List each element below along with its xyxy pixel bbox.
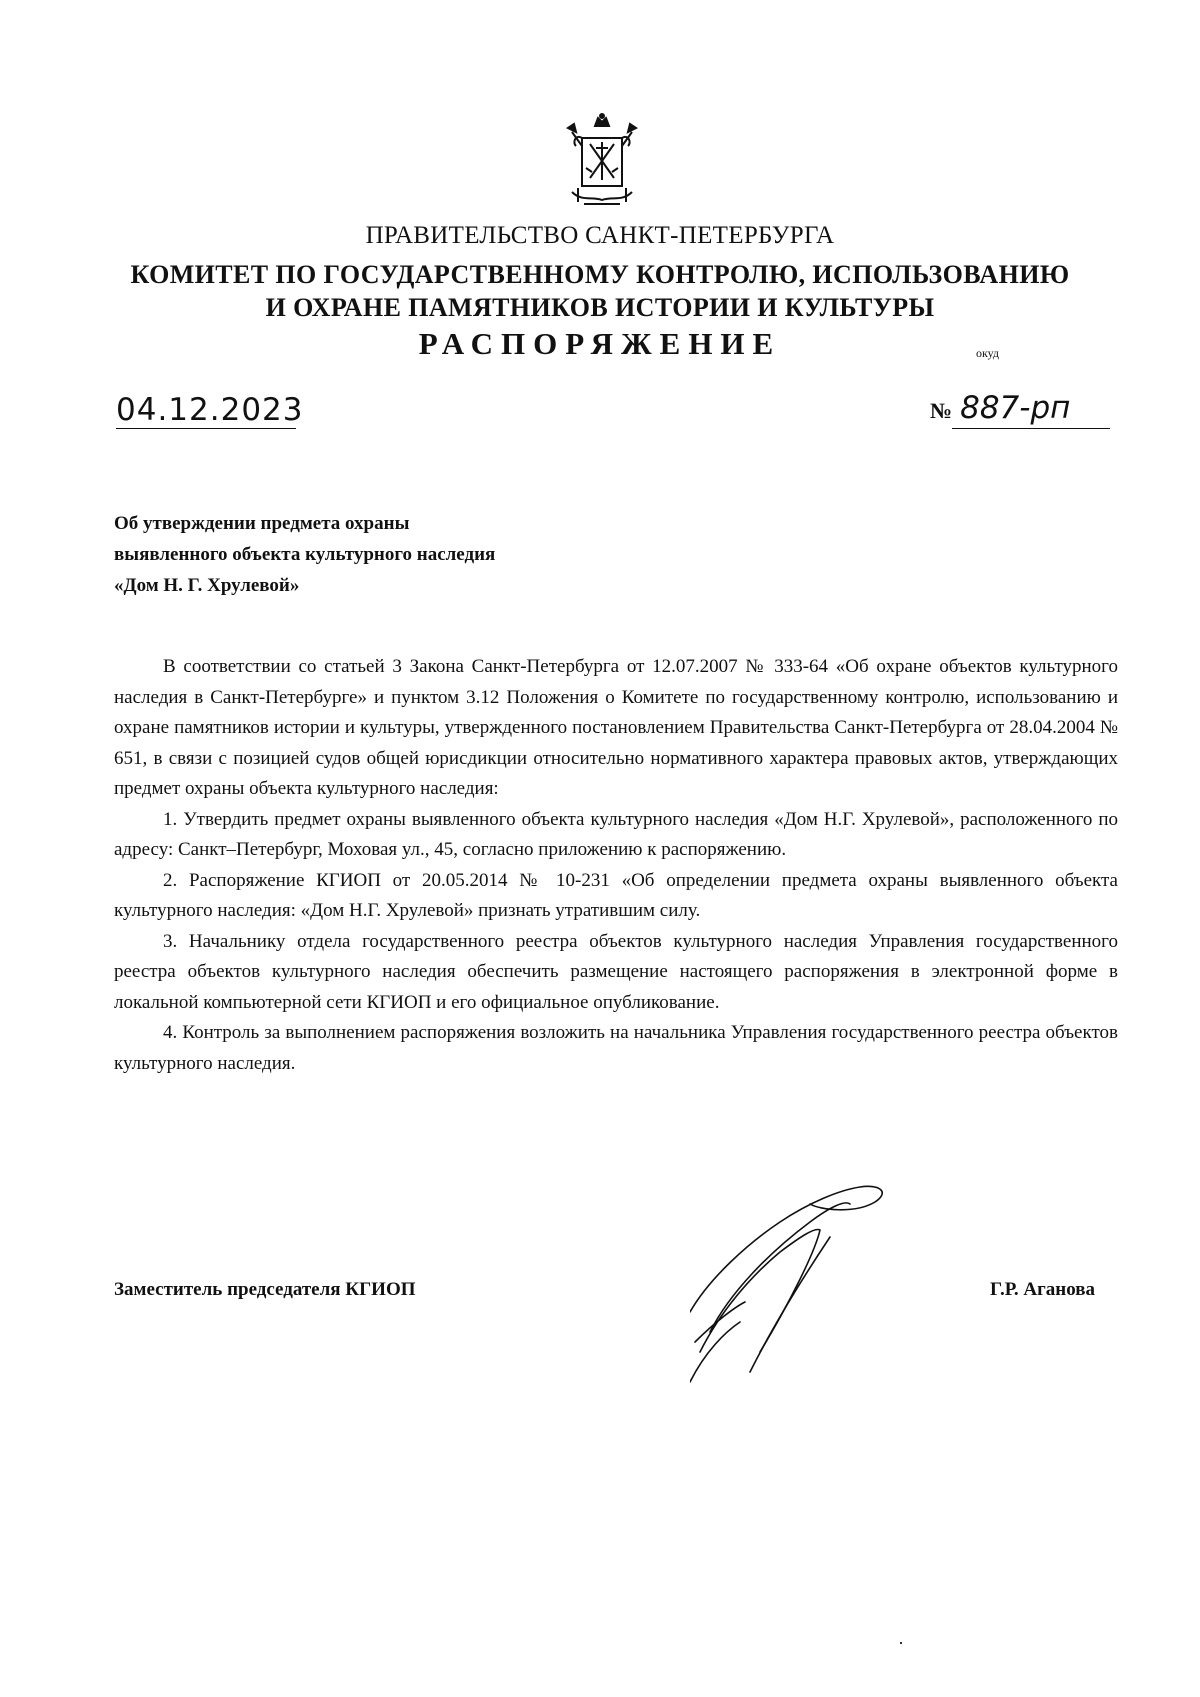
subject-line-1: Об утверждении предмета охраны [114, 513, 410, 534]
document-date: 04.12.2023 [116, 392, 304, 428]
preamble-paragraph: В соответствии со статьей 3 Закона Санкт-Петербурга от 12.07.2007 № 333-64 «Об охране объектов культурного наследия в Санкт-Петербурге» и пунктом 3.12 Положения о Комитете по государственному контролю, использованию и охране памятников истории и культуры, утвержденного постановлением Правительства Санкт-Петербурга от 28.04.2004 № 651, в связи с позицией судов общей юрисдикции относительно нормативного характера правовых актов, утверждающих предмет охраны объекта культурного наследия: [114, 656, 1118, 799]
government-name: ПРАВИТЕЛЬСТВО САНКТ-ПЕТЕРБУРГА [365, 222, 835, 249]
okud-label: окуд [976, 346, 1000, 360]
subject-line-3: «Дом Н. Г. Хрулевой» [114, 575, 300, 596]
item-1: 1. Утвердить предмет охраны выявленного объекта культурного наследия «Дом Н.Г. Хрулевой», расположенного по адресу: Санкт–Петербург, Моховая ул., 45, согласно приложению к распоряжению. [114, 808, 1118, 860]
coat-of-arms-icon [562, 112, 642, 212]
item-2: 2. Распоряжение КГИОП от 20.05.2014 № 10-231 «Об определении предмета охраны выявленного объекта культурного наследия: «Дом Н.Г. Хрулевой» признать утратившим силу. [114, 869, 1118, 921]
committee-line-1: КОМИТЕТ ПО ГОСУДАРСТВЕННОМУ КОНТРОЛЮ, ИСПОЛЬЗОВАНИЮ [130, 260, 1070, 289]
item-4: 4. Контроль за выполнением распоряжения возложить на начальника Управления государственного реестра объектов культурного наследия. [114, 1022, 1118, 1074]
scan-speck [900, 1642, 902, 1644]
item-3: 3. Начальнику отдела государственного реестра объектов культурного наследия Управления государственного реестра объектов культурного наследия обеспечить размещение настоящего распоряжения в электронной форме в локальной компьютерной сети КГИОП и его официальное опубликование. [114, 930, 1118, 1013]
number-value: 887-рп [952, 388, 1110, 429]
document-type: РАСПОРЯЖЕНИЕ [418, 326, 782, 361]
document-body [114, 652, 1118, 1079]
handwritten-signature [690, 1182, 970, 1397]
document-number [930, 388, 1110, 431]
subject-line-2: выявленного объекта культурного наследия [114, 544, 496, 565]
signer-position: Заместитель председателя КГИОП [114, 1279, 416, 1300]
committee-line-2: И ОХРАНЕ ПАМЯТНИКОВ ИСТОРИИ И КУЛЬТУРЫ [265, 293, 935, 322]
document-subject [114, 508, 495, 601]
signer-name: Г.Р. Аганова [990, 1279, 1096, 1300]
committee-name [0, 258, 1200, 324]
number-sign: № [930, 398, 953, 423]
